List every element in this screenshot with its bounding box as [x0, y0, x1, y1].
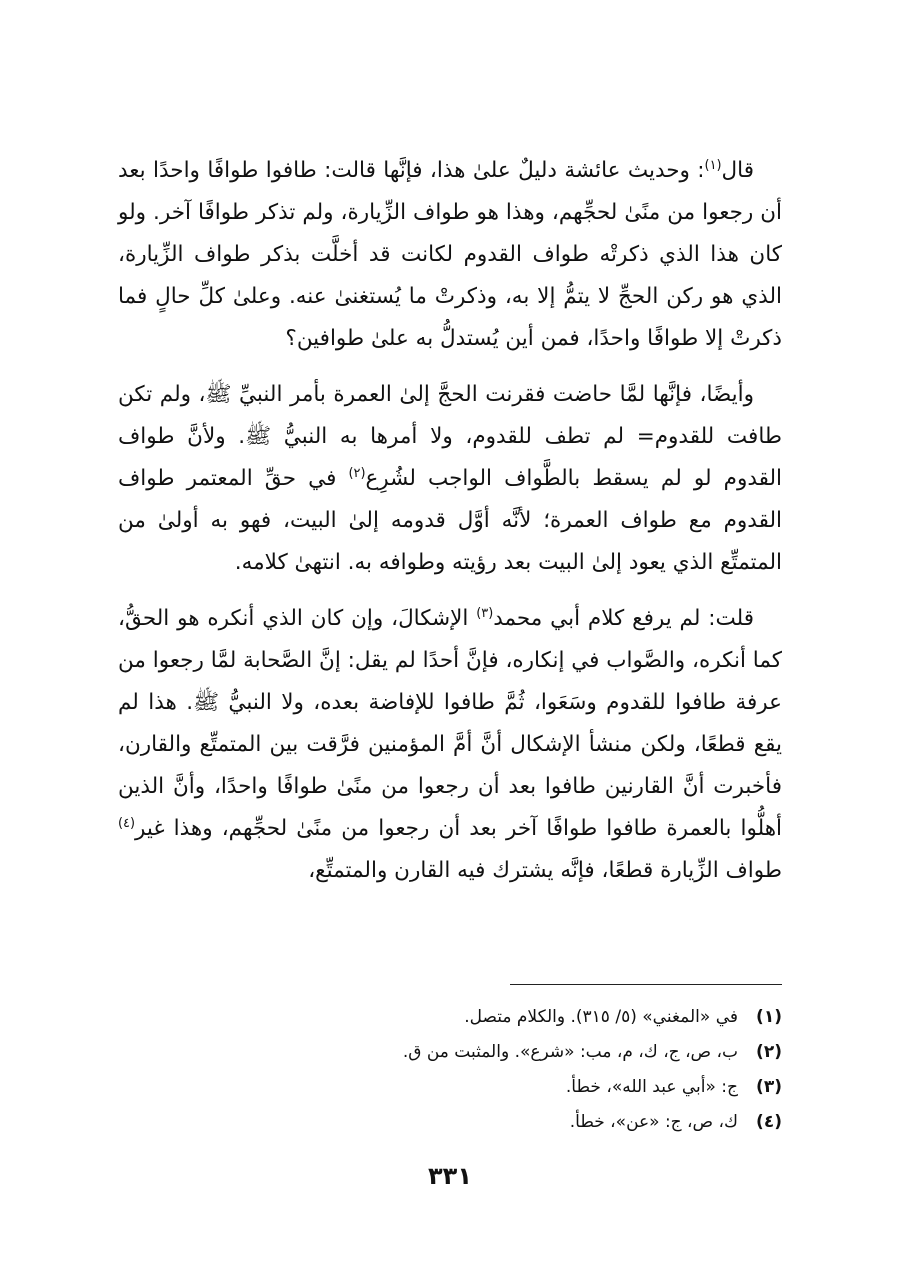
footnote-text: ك، ص، ج: «عن»، خطأ.	[569, 1112, 738, 1132]
footnote-text: ج: «أبي عبد الله»، خطأ.	[565, 1077, 738, 1097]
paragraph-1	[118, 150, 782, 360]
footnote-text: في «المغني» (٥/ ٣١٥). والكلام متصل.	[464, 1007, 738, 1027]
paragraph-1-rest: : وحديث عائشة دليلٌ علىٰ هذا، فإنَّها قالت: طافوا طوافًا واحدًا بعد أن رجعوا من منًىٰ لحجِّهم، وهذا هو طواف الزِّيارة، ولم تذكر طوافًا آخر. ولو كان هذا الذي ذكرتْه طواف القدوم لكانت قد أخلَّت بذكر طواف الزِّيارة، الذي هو ركن الحجِّ لا يتمُّ إلا به، وذكرتْ ما يُستغنىٰ عنه. وعلىٰ كلِّ حالٍ فما ذكرتْ إلا طوافًا واحدًا، فمن أين يُستدلُّ به علىٰ طوافين؟	[118, 158, 782, 351]
paragraph-1-start: قال	[721, 158, 754, 183]
paragraph-3	[118, 598, 782, 892]
footnote-ref-2[interactable]: (٢)	[348, 465, 366, 481]
footnote-text: ب، ص، ج، ك، م، مب: «شرع». والمثبت من ق.	[402, 1042, 738, 1062]
page-number: ٣٣١	[428, 1162, 472, 1190]
footnote-number: (١)	[756, 1007, 782, 1027]
footnote-3	[118, 1070, 782, 1105]
footnote-ref-3[interactable]: (٣)	[476, 605, 494, 621]
paragraph-2	[118, 374, 782, 584]
footnotes	[118, 1000, 782, 1140]
footnote-number: (٣)	[756, 1077, 782, 1097]
footnote-number: (٤)	[756, 1112, 782, 1132]
footnote-2	[118, 1035, 782, 1070]
paragraph-3-start: قلت: لم يرفع كلام أبي محمد	[493, 606, 755, 631]
paragraph-2-rest: في حقِّ المعتمر طواف القدوم مع طواف العمرة؛ لأنَّه أوَّل قدومه إلىٰ البيت، فهو به أولىٰ من المتمتِّع الذي يعود إلىٰ البيت بعد رؤيته وطوافه به. انتهىٰ كلامه.	[118, 466, 782, 575]
footnote-number: (٢)	[756, 1042, 782, 1062]
footnote-1	[118, 1000, 782, 1035]
paragraph-2-start: وأيضًا، فإنَّها لمَّا حاضت فقرنت الحجَّ إلىٰ العمرة بأمر النبيِّ ﷺ، ولم تكن طافت للقدوم= لم تطف للقدوم، ولا أمرها به النبيُّ ﷺ. ولأنَّ طواف القدوم لو لم يسقط بالطَّواف الواجب لشُرِع	[118, 382, 783, 491]
footnote-4	[118, 1105, 782, 1140]
footnote-ref-1[interactable]: (١)	[704, 157, 722, 173]
footnote-ref-4[interactable]: (٤)	[118, 815, 135, 831]
paragraph-3-rest: طواف الزِّيارة قطعًا، فإنَّه يشترك فيه القارن والمتمتِّع،	[308, 858, 782, 883]
footnote-divider	[510, 984, 782, 985]
paragraph-3-middle: الإشكالَ، وإن كان الذي أنكره هو الحقُّ، كما أنكره، والصَّواب في إنكاره، فإنَّ أحدًا لم يقل: إنَّ الصَّحابة لمَّا رجعوا من عرفة طافوا للقدوم وسَعَوا، ثُمَّ طافوا للإفاضة بعده، ولا النبيُّ ﷺ. هذا لم يقع قطعًا، ولكن منشأ الإشكال أنَّ أمَّ المؤمنين فرَّقت بين المتمتِّع والقارن، فأخبرت أنَّ القارنين طافوا بعد أن رجعوا من منًىٰ طوافًا واحدًا، وأنَّ الذين أهلُّوا بالعمرة طافوا طوافًا آخر بعد أن رجعوا من منًىٰ لحجِّهم، وهذا غير	[118, 606, 782, 841]
main-text	[118, 150, 782, 906]
